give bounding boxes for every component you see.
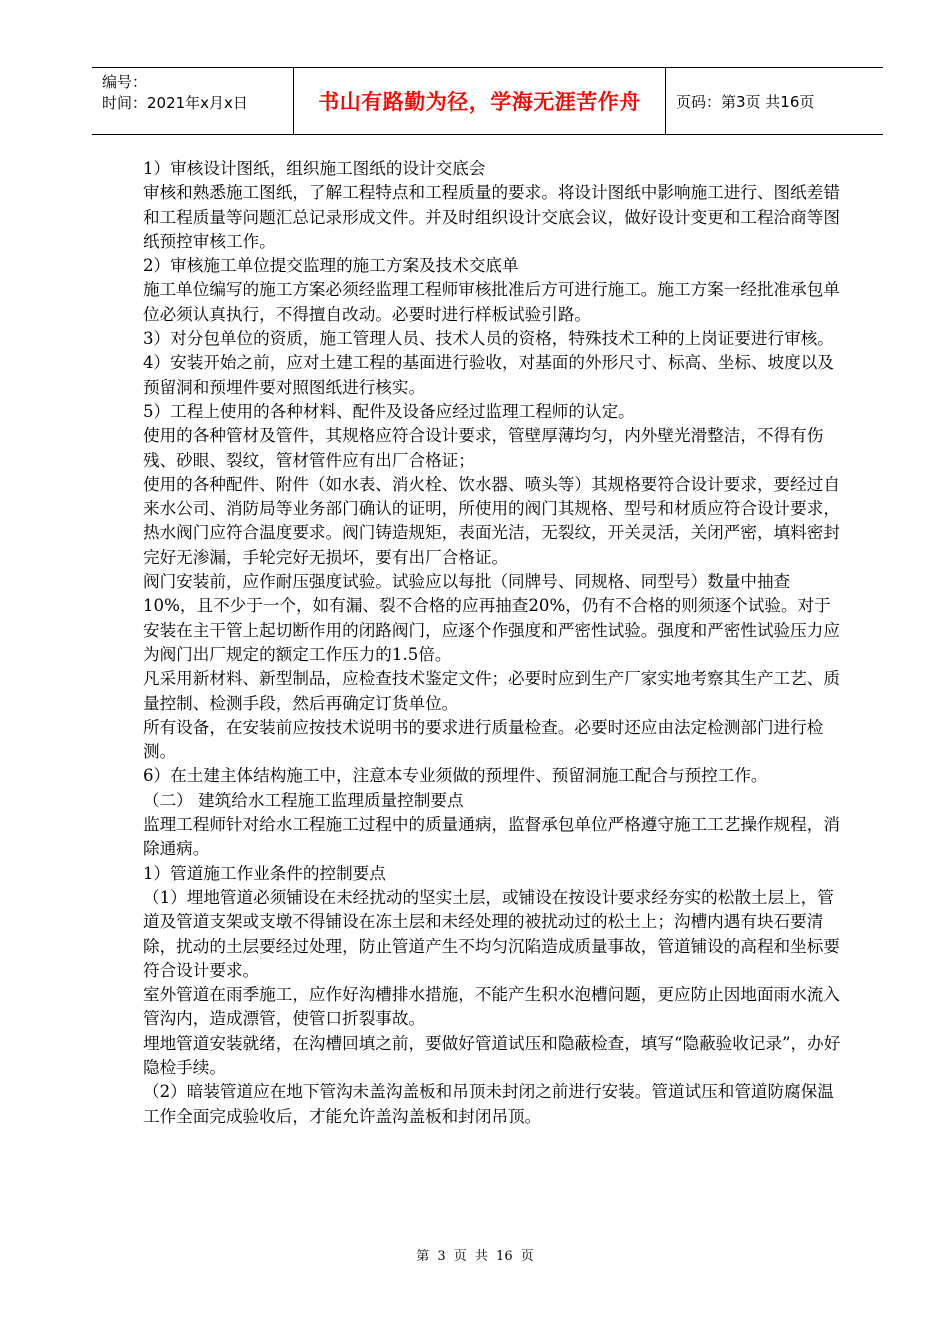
- paragraph: 2）审核施工单位提交监理的施工方案及技术交底单: [143, 256, 519, 276]
- document-body: [143, 157, 843, 1129]
- paragraph: 使用的各种配件、附件（如水表、消火栓、饮水器、喷头等）其规格要符合设计要求，要经过自来水公司、消防局等业务部门确认的证明，所使用的阀门其规格、型号和材质应符合设计要求，热水阀门应符合温度要求。阀门铸造规矩，表面光洁，无裂纹，开关灵活，关闭严密，填料密封完好无渗漏，手轮完好无损坏，要有出厂合格证。: [143, 474, 840, 567]
- section-heading: （二） 建筑给水工程施工监理质量控制要点: [143, 790, 464, 810]
- document-time-label: 时间：2021年x月x日: [102, 94, 248, 112]
- paragraph: 4）安装开始之前，应对土建工程的基面进行验收，对基面的外形尺寸、标高、坐标、坡度以及预留洞和预埋件要对照图纸进行核实。: [143, 353, 834, 397]
- header-page-number: 页码：第3页 共16页: [676, 92, 815, 111]
- paragraph: 使用的各种管材及管件，其规格应符合设计要求，管壁厚薄均匀，内外壁光滑整洁，不得有伤残、砂眼、裂纹，管材管件应有出厂合格证；: [143, 426, 824, 470]
- paragraph: 1）管道施工作业条件的控制要点: [143, 863, 386, 883]
- paragraph: 审核和熟悉施工图纸，了解工程特点和工程质量的要求。将设计图纸中影响施工进行、图纸差错和工程质量等问题汇总记录形成文件。并及时组织设计交底会议，做好设计变更和工程洽商等图纸预控审核工作。: [143, 183, 840, 251]
- paragraph: 埋地管道安装就绪，在沟槽回填之前，要做好管道试压和隐蔽检查，填写“隐蔽验收记录”，办好隐检手续。: [143, 1033, 841, 1077]
- paragraph: 施工单位编写的施工方案必须经监理工程师审核批准后方可进行施工。施工方案一经批准承包单位必须认真执行，不得擅自改动。必要时进行样板试验引路。: [143, 280, 840, 324]
- header-motto: 书山有路勤为径，学海无涯苦作舟: [294, 68, 666, 134]
- paragraph: （2）暗装管道应在地下管沟未盖沟盖板和吊顶未封闭之前进行安装。管道试压和管道防腐保温工作全面完成验收后，才能允许盖沟盖板和封闭吊顶。: [143, 1082, 834, 1126]
- document-number-label: 编号：: [102, 73, 148, 91]
- paragraph: 监理工程师针对给水工程施工过程中的质量通病，监督承包单位严格遵守施工工艺操作规程，消除通病。: [143, 815, 840, 859]
- paragraph: 凡采用新材料、新型制品，应检查技术鉴定文件；必要时应到生产厂家实地考察其生产工艺、质量控制、检测手段，然后再确定订货单位。: [143, 669, 840, 713]
- paragraph: 5）工程上使用的各种材料、配件及设备应经过监理工程师的认定。: [143, 401, 635, 421]
- paragraph: 1）审核设计图纸，组织施工图纸的设计交底会: [143, 159, 486, 178]
- paragraph: 所有设备，在安装前应按技术说明书的要求进行质量检查。必要时还应由法定检测部门进行检测。: [143, 717, 824, 762]
- paragraph: 3）对分包单位的资质，施工管理人员、技术人员的资格，特殊技术工种的上岗证要进行审核。: [143, 329, 834, 349]
- header-meta-cell: [92, 68, 294, 134]
- page-header: [92, 67, 883, 135]
- paragraph: （1）埋地管道必须铺设在未经扰动的坚实土层，或铺设在按设计要求经夯实的松散土层上，管道及管道支架或支墩不得铺设在冻土层和未经处理的被扰动过的松土上；沟槽内遇有块石要清除，扰动的土层要经过处理，防止管道产生不均匀沉陷造成质量事故，管道铺设的高程和坐标要符合设计要求。: [143, 887, 840, 980]
- page-footer: 第 3 页 共 16 页: [416, 1249, 534, 1264]
- paragraph: 6）在土建主体结构施工中，注意本专业须做的预埋件、预留洞施工配合与预控工作。: [143, 766, 768, 786]
- paragraph: 阀门安装前，应作耐压强度试验。试验应以每批（同牌号、同规格、同型号）数量中抽查10%，且不少于一个，如有漏、裂不合格的应再抽查20%，仍有不合格的则须逐个试验。对于安装在主干管上起切断作用的闭路阀门，应逐个作强度和严密性试验。强度和严密性试验压力应为阀门出厂规定的额定工作压力的1.5倍。: [143, 572, 840, 664]
- paragraph: 室外管道在雨季施工，应作好沟槽排水措施，不能产生积水泡槽问题，更应防止因地面雨水流入管沟内，造成漂管，使管口折裂事故。: [143, 985, 840, 1029]
